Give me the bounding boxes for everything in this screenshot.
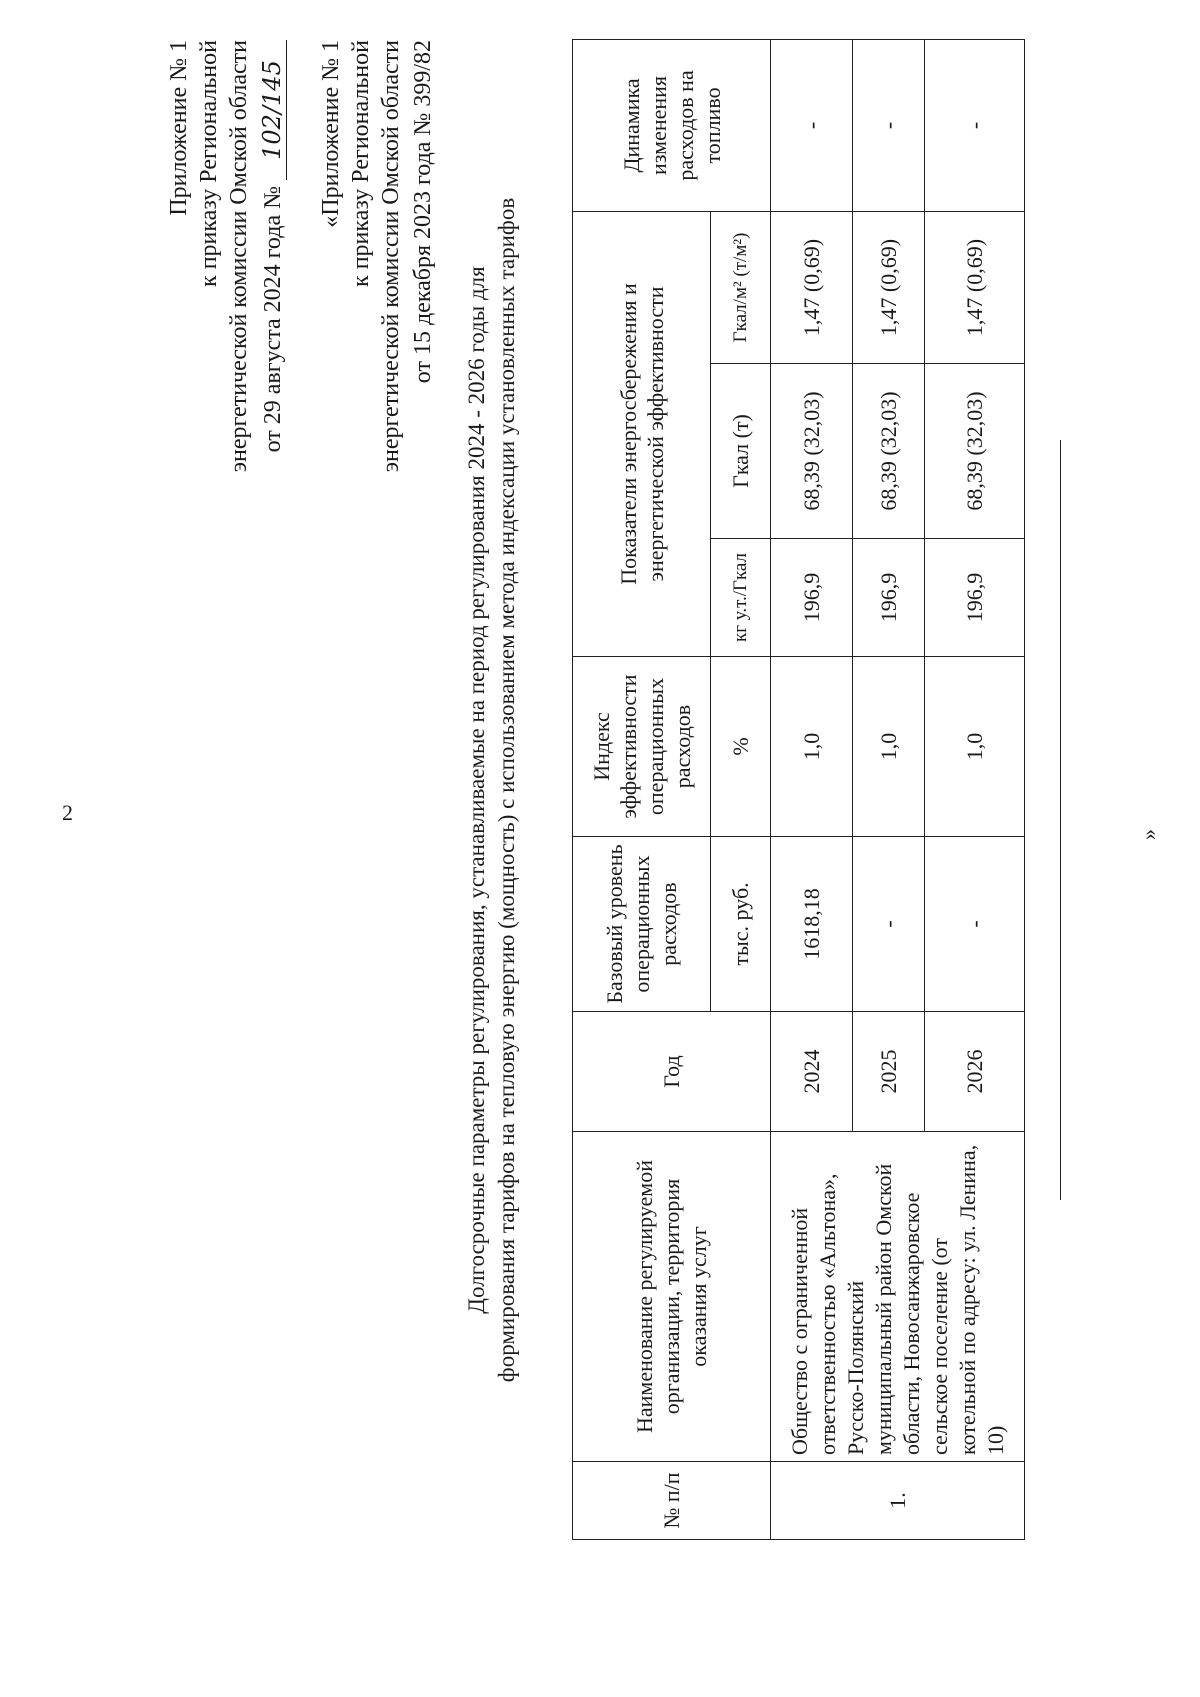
header-year: Год <box>573 1012 771 1132</box>
header-line-2: к приказу Региональной <box>196 40 222 287</box>
cell-index: 1,0 <box>771 657 853 837</box>
header-name: Наименование регулируемой организации, территория оказания услуг <box>573 1132 771 1462</box>
header-fuel-dynamics: Динамика изменения расходов на топливо <box>573 39 771 211</box>
cell-gcal: 68,39 (32,03) <box>771 364 853 539</box>
page-number: 2 <box>62 800 73 825</box>
header-num: № п/п <box>573 1462 771 1540</box>
unit-gcal-t: Гкал (т) <box>711 364 771 539</box>
cell-gcalm2: 1,47 (0,69) <box>853 211 925 363</box>
cell-index: 1,0 <box>853 657 925 837</box>
cell-base: 1618,18 <box>771 837 853 1012</box>
header-line-1: Приложение № 1 <box>166 40 192 216</box>
cell-base: - <box>853 837 925 1012</box>
handwritten-order-number: 102/145 <box>258 40 287 180</box>
header-line-4 <box>258 40 287 452</box>
cell-index: 1,0 <box>925 657 1025 837</box>
cell-year: 2026 <box>925 1012 1025 1132</box>
cell-gcalm2: 1,47 (0,69) <box>925 211 1025 363</box>
cell-fuel: - <box>771 39 853 211</box>
cell-kg: 196,9 <box>771 539 853 657</box>
unit-gcal-m2: Гкал/м² (т/м²) <box>711 211 771 363</box>
header-base-level: Базовый уровень операционных расходов <box>573 837 711 1012</box>
cell-fuel: - <box>925 39 1025 211</box>
header-line-3: энергетической комиссии Омской области <box>226 40 252 473</box>
header-energy-indicators: Показатели энергосбережения и энергетической эффективности <box>573 211 711 656</box>
cell-kg: 196,9 <box>925 539 1025 657</box>
cell-gcal: 68,39 (32,03) <box>853 364 925 539</box>
cell-gcalm2: 1,47 (0,69) <box>771 211 853 363</box>
header-efficiency-index: Индекс эффективности операционных расходов <box>573 657 711 837</box>
unit-efficiency-index: % <box>711 657 771 837</box>
organization-name: Общество с ограниченной ответственностью «Альтона», Русско-Полянский муниципальный район Омской области, Новосанжаровское сельское поселение (от котельной по адресу: ул. Ленина, 10) <box>771 1132 1025 1462</box>
unit-kg: кг у.т./Гкал <box>711 539 771 657</box>
cell-kg: 196,9 <box>853 539 925 657</box>
cell-base: - <box>925 837 1025 1012</box>
header2-line-2: к приказу Региональной <box>348 40 374 287</box>
cell-fuel: - <box>853 39 925 211</box>
signature-line <box>1060 440 1061 1200</box>
header2-line-4: от 15 декабря 2023 года № 399/82 <box>410 40 436 384</box>
header-date-prefix: от 29 августа 2024 года № <box>260 186 286 453</box>
unit-base-level: тыс. руб. <box>711 837 771 1012</box>
table-row <box>771 39 853 1539</box>
title-line-1: Долгосрочные параметры регулирования, устанавливаемые на период регулирования 2024 - 2026 годы для <box>464 266 489 1314</box>
title-line-2: формирования тарифов на тепловую энергию (мощность) с использованием метода индексации установленных тарифов <box>494 197 519 1383</box>
row-number: 1. <box>771 1462 1025 1540</box>
cell-year: 2024 <box>771 1012 853 1132</box>
header2-line-3: энергетической комиссии Омской области <box>378 40 404 473</box>
header2-line-1: «Приложение № 1 <box>318 40 344 228</box>
cell-year: 2025 <box>853 1012 925 1132</box>
document-title <box>462 40 522 1540</box>
closing-quote: » <box>1136 829 1161 840</box>
cell-gcal: 68,39 (32,03) <box>925 364 1025 539</box>
parameters-table <box>572 39 1025 1540</box>
